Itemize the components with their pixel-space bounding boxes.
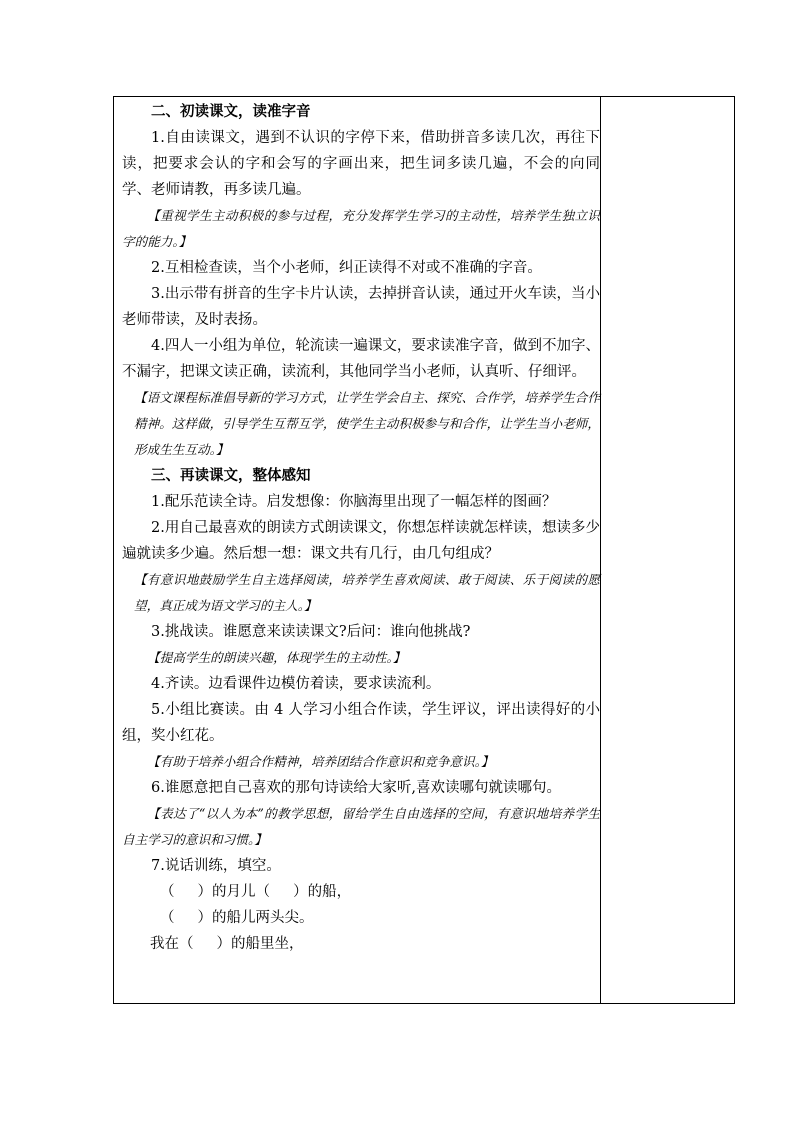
teaching-note: 【表达了“以人为本”的教学思想，留给学生自由选择的空间，有意识地培养学生自主学习的意识和习惯。】 — [122, 806, 600, 847]
paragraph: 7.说话训练，填空。 — [151, 858, 281, 874]
section-heading: 三、再读课文，整体感知 — [151, 467, 311, 484]
fill-blank-line: （ ）的船儿两头尖。 — [160, 910, 314, 926]
paragraph: 2.互相检查读，当个小老师，纠正读得不对或不准确的字音。 — [151, 260, 542, 276]
lesson-table — [113, 96, 735, 1004]
teaching-note: 【有助于培养小组合作精神，培养团结合作意识和竞争意识。】 — [147, 754, 494, 769]
lesson-content-cell — [122, 99, 600, 957]
teaching-note: 【语文课程标准倡导新的学习方式，让学生学会自主、探究、合作学，培养学生合作精神。这样做，引导学生互帮互学，使学生主动积极参与和合作，让学生当小老师，形成生生互动。】 — [134, 390, 600, 457]
paragraph: 2.用自己最喜欢的朗读方式朗读课文，你想怎样读就怎样读，想读多少遍就读多少遍。然后想一想：课文共有几行，由几句组成？ — [122, 520, 600, 562]
teaching-note: 【重视学生主动积极的参与过程，充分发挥学生学习的主动性，培养学生独立识字的能力。】 — [122, 208, 600, 249]
fill-blank-line: 我在（ ）的船里坐， — [150, 936, 304, 952]
teaching-note: 【有意识地鼓励学生自主选择阅读，培养学生喜欢阅读、敢于阅读、乐于阅读的愿望，真正成为语文学习的主人。】 — [134, 572, 600, 613]
section-heading: 二、初读课文，读准字音 — [151, 103, 311, 120]
paragraph: 3.挑战读。谁愿意来读读课文?后问：谁向他挑战? — [151, 624, 471, 640]
paragraph: 1.自由读课文，遇到不认识的字停下来，借助拼音多读几次，再往下读，把要求会认的字和会写的字画出来，把生词多读几遍，不会的向同学、老师请教，再多读几遍。 — [122, 130, 600, 198]
column-divider — [600, 97, 601, 1003]
paragraph: 3.出示带有拼音的生字卡片认读，去掉拼音认读，通过开火车读，当小老师带读，及时表扬。 — [122, 286, 600, 328]
paragraph: 4.齐读。边看课件边模仿着读，要求读流利。 — [151, 676, 441, 692]
paragraph: 5.小组比赛读。由 4 人学习小组合作读，学生评议，评出读得好的小组，奖小红花。 — [122, 702, 600, 744]
fill-blank-line: （ ）的月儿（ ）的船， — [160, 884, 352, 900]
paragraph: 1.配乐范读全诗。启发想像：你脑海里出现了一幅怎样的图画？ — [151, 494, 557, 510]
teaching-note: 【提高学生的朗读兴趣，体现学生的主动性。】 — [147, 650, 406, 665]
paragraph: 4.四人一小组为单位，轮流读一遍课文，要求读准字音，做到不加字、不漏字，把课文读正确，读流利，其他同学当小老师，认真听、仔细评。 — [122, 338, 600, 380]
paragraph: 6.谁愿意把自己喜欢的那句诗读给大家听,喜欢读哪句就读哪句。 — [151, 780, 561, 796]
